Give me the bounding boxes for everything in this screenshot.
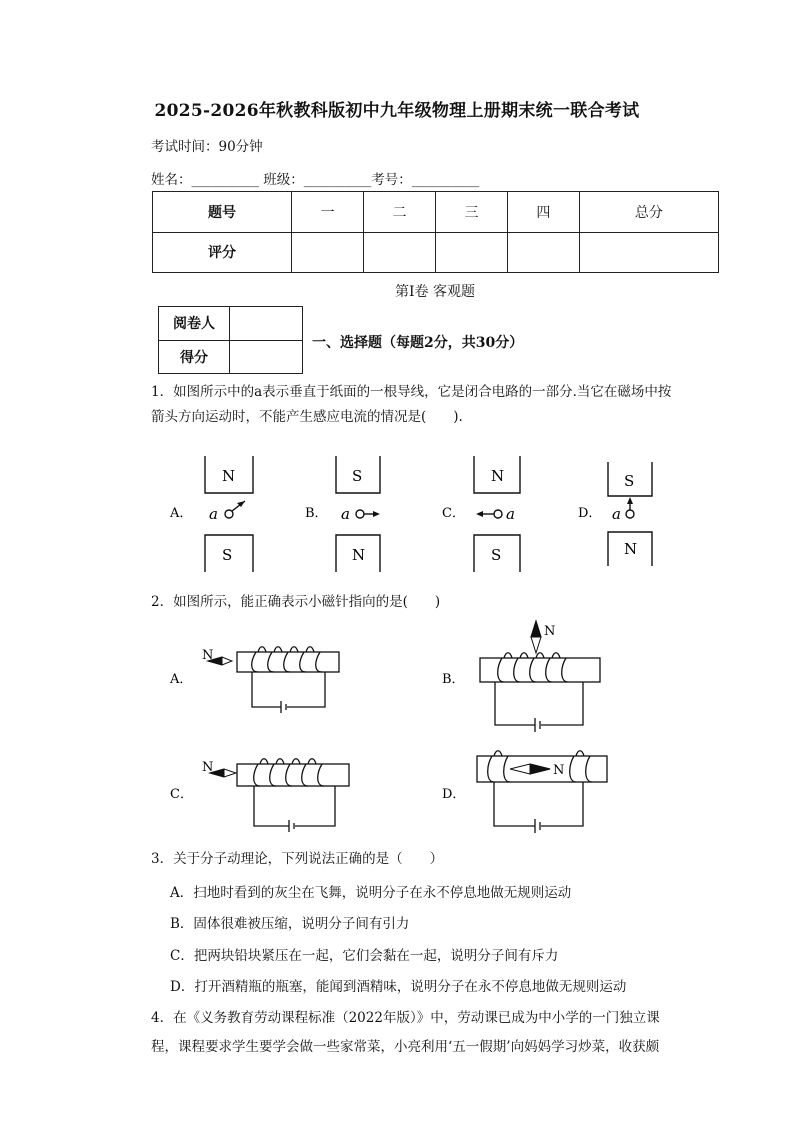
- score-input-cell[interactable]: [364, 232, 436, 273]
- coil-winding-c: [260, 759, 316, 764]
- question-4-line: 程，课程要求学生要学会做一些家常菜，小亮利用‘五一假期’向妈妈学习炒菜，收获颇: [151, 1039, 660, 1055]
- score-table-value-row: [153, 232, 719, 273]
- reader-input-cell[interactable]: [230, 307, 303, 341]
- exam-title: 2025-2026年秋教科版初中九年级物理上册期末统一联合考试: [154, 101, 640, 121]
- score-input-cell[interactable]: [292, 232, 364, 273]
- reader-table: [158, 306, 303, 374]
- question-1-figures: [150, 448, 730, 576]
- wire-d-icon: [626, 510, 634, 518]
- option-label[interactable]: C．: [170, 787, 193, 802]
- question-3-option[interactable]: A．扫地时看到的灰尘在飞舞，说明分子在永不停息地做无规则运动: [170, 885, 572, 901]
- question-3-stem: 3．关于分子动理论，下列说法正确的是（ ）: [151, 851, 444, 867]
- question-2-figures: [150, 615, 630, 840]
- pole-label: S: [491, 546, 502, 564]
- pole-label: N: [553, 763, 565, 778]
- option-label[interactable]: B．: [442, 672, 465, 687]
- wire-a-icon: [225, 510, 233, 518]
- score-header-cell: 二: [364, 192, 436, 233]
- score-header-cell: 一: [292, 192, 364, 233]
- score-header-cell: 题号: [153, 192, 292, 233]
- score-table: [152, 191, 719, 273]
- wire-b-icon: [356, 510, 364, 518]
- wire-label: a: [612, 505, 621, 523]
- coil-winding-a: [258, 647, 314, 652]
- pole-label: N: [202, 760, 214, 775]
- question-3-option[interactable]: B．固体很难被压缩，说明分子间有引力: [170, 916, 410, 932]
- question-4-stem: [151, 1006, 660, 1060]
- pole-label: N: [202, 648, 214, 663]
- section-heading: 一、选择题（每题2分，共30分）: [312, 335, 524, 351]
- reader-score-cell[interactable]: [230, 340, 303, 374]
- option-label[interactable]: D．: [578, 506, 602, 521]
- question-2-stem: 2．如图所示，能正确表示小磁针指向的是( ): [151, 594, 441, 610]
- score-header-cell: 总分: [579, 192, 718, 233]
- score-table-header-row: [153, 192, 719, 233]
- question-1-line: 箭头方向运动时，不能产生感应电流的情况是( ).: [151, 409, 463, 425]
- question-1-line: 1．如图所示中的a表示垂直于纸面的一根导线，它是闭合电路的一部分.当它在磁场中按: [151, 384, 672, 400]
- wire-label: a: [506, 505, 515, 523]
- question-1-stem: [151, 380, 671, 430]
- pole-label: N: [491, 467, 505, 485]
- question-4-line: 4．在《义务教育劳动课程标准（2022年版）》中，劳动课已成为中小学的一门独立课: [151, 1010, 660, 1026]
- circuit-wire-c: [254, 786, 335, 826]
- reader-label: 阅卷人: [159, 307, 230, 341]
- wire-label: a: [209, 505, 218, 523]
- volume-title: 第Ⅰ卷 客观题: [395, 284, 475, 300]
- pole-label: N: [624, 540, 638, 558]
- circuit-wire-d: [494, 782, 583, 826]
- circuit-wire-a: [252, 672, 325, 707]
- score-header-cell: 四: [507, 192, 579, 233]
- option-label[interactable]: A．: [170, 506, 193, 521]
- pole-label: S: [624, 472, 635, 490]
- coil-winding-b: [504, 653, 560, 658]
- reader-score-label: 得分: [159, 340, 230, 374]
- student-info-line: 姓名：__________ 班级：__________考号：__________: [151, 172, 480, 188]
- score-input-cell[interactable]: [579, 232, 718, 273]
- pole-label: N: [352, 546, 366, 564]
- pole-label: N: [544, 624, 556, 639]
- score-input-cell[interactable]: [435, 232, 507, 273]
- pole-label: S: [352, 467, 363, 485]
- coil-winding-d: [494, 751, 584, 756]
- circuit-wire-b: [495, 682, 583, 725]
- question-3-option[interactable]: C．把两块铅块紧压在一起，它们会黏在一起，说明分子间有斥力: [170, 948, 559, 964]
- option-label[interactable]: C．: [442, 506, 465, 521]
- wire-label: a: [341, 505, 350, 523]
- score-input-cell[interactable]: [507, 232, 579, 273]
- option-label[interactable]: A．: [170, 672, 193, 687]
- pole-label: N: [222, 467, 236, 485]
- score-row-label: 评分: [153, 232, 292, 273]
- score-header-cell: 三: [435, 192, 507, 233]
- coil-winding-a: [252, 652, 322, 672]
- coil-winding-c: [254, 764, 324, 786]
- option-label[interactable]: D．: [442, 787, 466, 802]
- coil-winding-b: [498, 658, 568, 682]
- pole-label: S: [222, 546, 233, 564]
- option-label[interactable]: B．: [305, 506, 328, 521]
- exam-time: 考试时间：90分钟: [151, 139, 263, 155]
- question-3-option[interactable]: D．打开酒精瓶的瓶塞，能闻到酒精味，说明分子在永不停息地做无规则运动: [170, 979, 627, 995]
- wire-c-icon: [494, 510, 502, 518]
